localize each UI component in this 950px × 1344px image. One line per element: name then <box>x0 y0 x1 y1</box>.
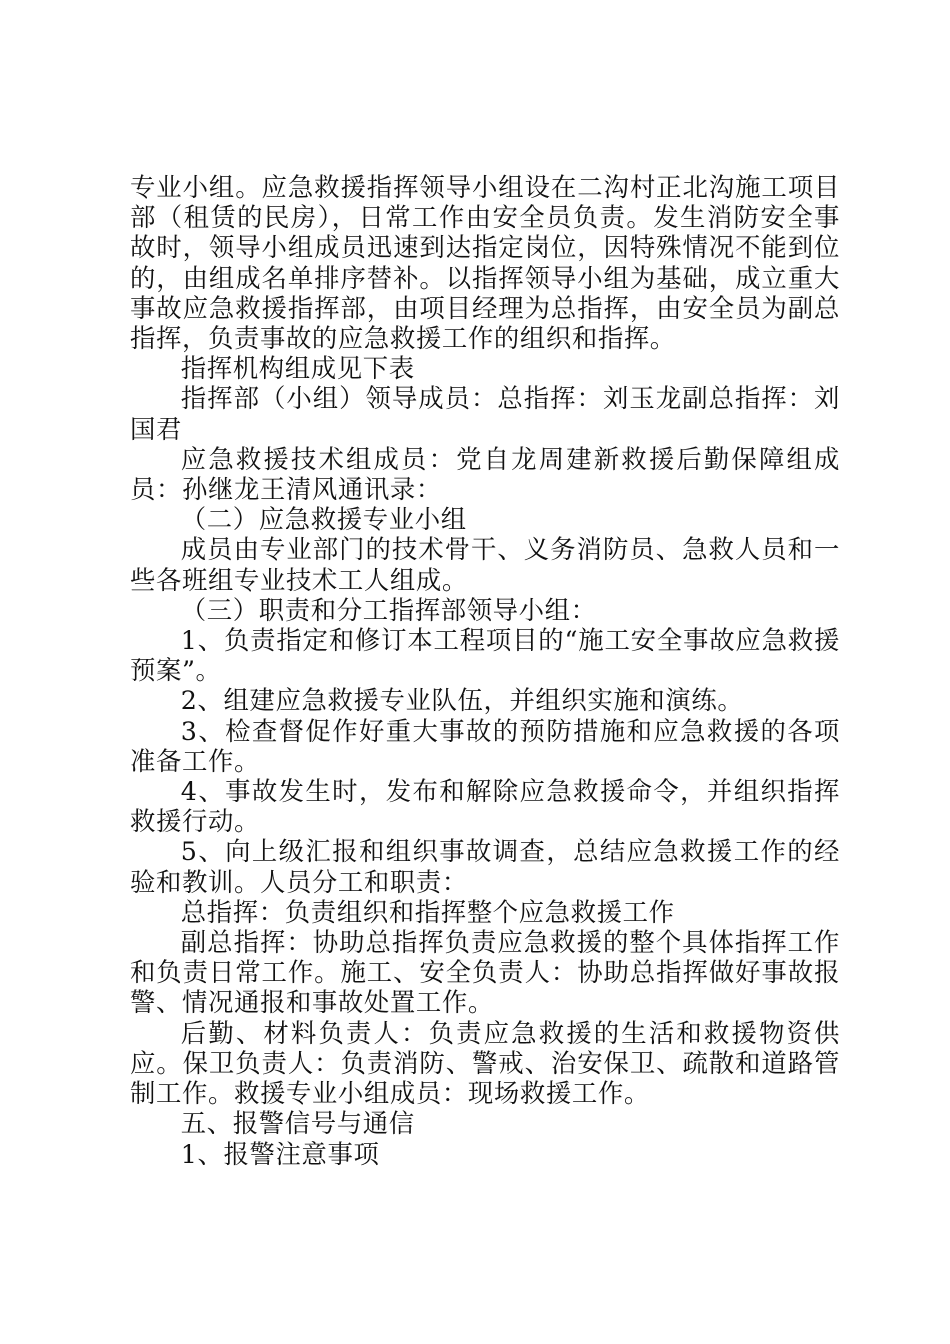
subsection-heading-alarm-notes: 1、报警注意事项 <box>180 1138 380 1169</box>
paragraph-org-table-note: 指挥机构组成见下表 <box>180 353 415 384</box>
list-item: 4、事故发生时，发布和解除应急救援命令，并组织指挥救援行动。 <box>130 776 840 837</box>
section-heading-alarm: 五、报警信号与通信 <box>180 1108 415 1139</box>
paragraph-commander-duty: 总指挥：负责组织和指挥整个应急救援工作 <box>180 896 675 927</box>
document-body <box>130 172 840 1169</box>
paragraph-team-members: 成员由专业部门的技术骨干、义务消防员、急救人员和一些各班组专业技术工人组成。 <box>130 534 840 595</box>
list-item: 5、向上级汇报和组织事故调查，总结应急救援工作的经验和教训。人员分工和职责： <box>130 836 840 897</box>
list-item: 1、负责指定和修订本工程项目的“施工安全事故应急救援预案”。 <box>130 625 840 686</box>
paragraph-deputy-duty: 副总指挥：协助总指挥负责应急救援的整个具体指挥工作和负责日常工作。施工、安全负责人：协助总指挥做好事故报警、情况通报和事故处置工作。 <box>130 927 840 1018</box>
paragraph-logistics-duty: 后勤、材料负责人：负责应急救援的生活和救援物资供应。保卫负责人：负责消防、警戒、治安保卫、疏散和道路管制工作。救援专业小组成员：现场救援工作。 <box>130 1017 840 1109</box>
list-item: 3、检查督促作好重大事故的预防措施和应急救援的各项准备工作。 <box>130 715 840 776</box>
paragraph-technical-members: 应急救援技术组成员：党自龙周建新救援后勤保障组成员：孙继龙王清风通讯录： <box>130 443 840 505</box>
paragraph-command-group: 专业小组。应急救援指挥领导小组设在二沟村正北沟施工项目部（租赁的民房），日常工作由安全员负责。发生消防安全事故时，领导小组成员迅速到达指定岗位，因特殊情况不能到位的，由组成名单排序替补。以指挥领导小组为基础，成立重大事故应急救援指挥部，由项目经理为总指挥，由安全员为副总指挥，负责事故的应急救援工作的组织和指挥。 <box>130 172 840 354</box>
section-heading-duties: （三）职责和分工指挥部领导小组： <box>180 594 597 625</box>
list-item: 2、组建应急救援专业队伍，并组织实施和演练。 <box>180 685 744 716</box>
section-heading-rescue-team: （二）应急救援专业小组 <box>180 504 467 535</box>
paragraph-command-members: 指挥部（小组）领导成员：总指挥：刘玉龙副总指挥：刘国君 <box>130 383 840 444</box>
